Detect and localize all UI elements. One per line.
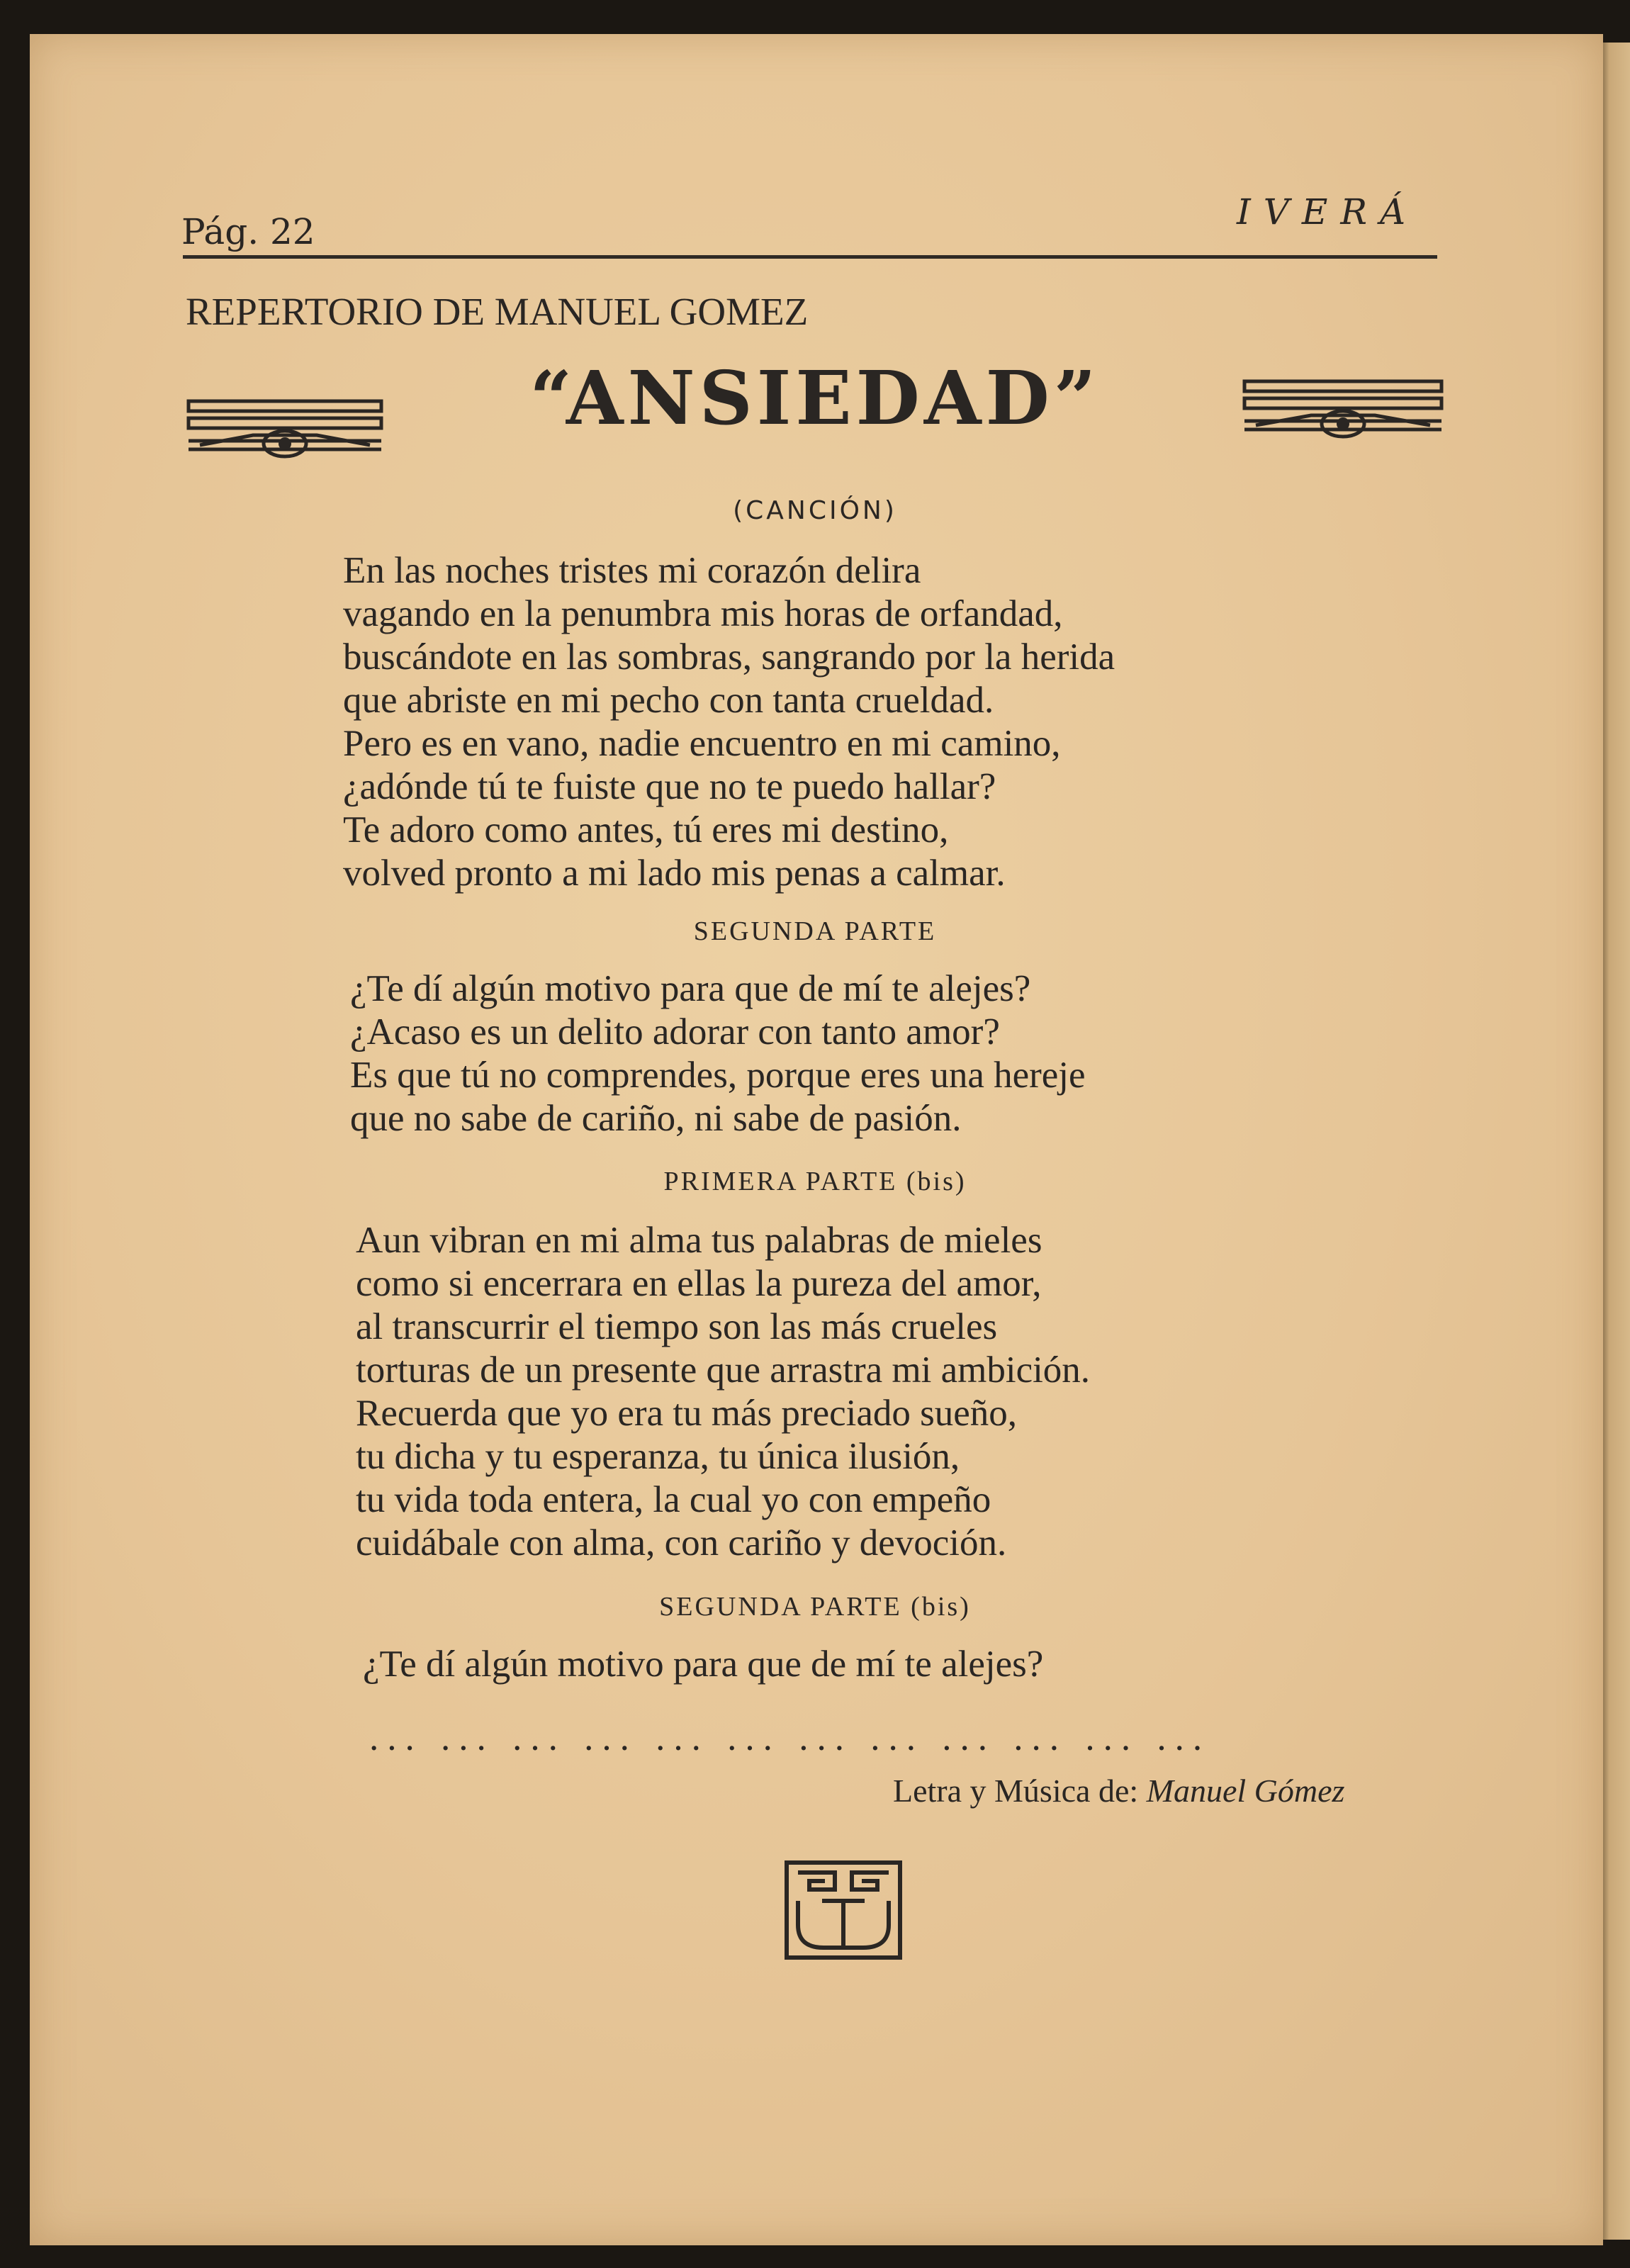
lyric-line: torturas de un presente que arrastra mi ambición. (356, 1349, 1091, 1391)
credit-author: Manuel Gómez (1146, 1773, 1345, 1809)
lyric-line: vagando en la penumbra mis horas de orfandad, (343, 593, 1063, 634)
stanza-1 (343, 549, 1115, 895)
lyric-line: volved pronto a mi lado mis penas a calmar. (343, 853, 1006, 894)
lyric-line: al transcurrir el tiempo son las más crueles (356, 1306, 998, 1347)
section-heading: SEGUNDA PARTE (693, 916, 937, 946)
lyric-line: Pero es en vano, nadie encuentro en mi camino, (343, 723, 1061, 764)
page-number: Pág. 22 (181, 211, 315, 252)
stanza-3 (356, 1219, 1090, 1565)
credit-line (893, 1772, 1344, 1809)
lyric-line: tu vida toda entera, la cual yo con empeño (356, 1479, 991, 1520)
repertoire-heading: REPERTORIO DE MANUEL GOMEZ (186, 290, 809, 333)
ellipsis-line: ... ... ... ... ... ... ... ... ... ... ... ... (369, 1719, 1210, 1758)
lyric-line: cuidábale con alma, con cariño y devoción. (356, 1522, 1007, 1564)
lyric-line: Recuerda que yo era tu más preciado sueño, (356, 1393, 1018, 1434)
lyric-line: ¿Te dí algún motivo para que de mí te alejes? (363, 1644, 1044, 1685)
lyric-line: Es que tú no comprendes, porque eres una hereje (350, 1055, 1086, 1096)
credit-label: Letra y Música de: (893, 1773, 1139, 1809)
magazine-name: IVERÁ (1237, 191, 1419, 232)
song-genre: (CANCIÓN) (733, 496, 897, 525)
section-heading: PRIMERA PARTE (bis) (663, 1167, 967, 1196)
header-rule (183, 255, 1437, 259)
lyric-line: buscándote en las sombras, sangrando por la herida (343, 636, 1115, 678)
right-ornament (1242, 377, 1444, 441)
lyric-line: ¿adónde tú te fuiste que no te puedo hallar? (343, 766, 996, 807)
lyric-line: ¿Te dí algún motivo para que de mí te alejes? (350, 968, 1031, 1009)
lyric-line: Aun vibran en mi alma tus palabras de mieles (356, 1220, 1042, 1261)
stanza-4 (363, 1643, 1043, 1686)
lyric-line: ¿Acaso es un delito adorar con tanto amor? (350, 1011, 1000, 1052)
lyric-line: que abriste en mi pecho con tanta crueldad. (343, 680, 994, 721)
printer-emblem-icon (780, 1857, 907, 1963)
lyric-line: como si encerrara en ellas la pureza del amor, (356, 1263, 1042, 1304)
stanza-2 (350, 967, 1086, 1140)
lyric-line: tu dicha y tu esperanza, tu única ilusión, (356, 1436, 960, 1477)
left-ornament (186, 397, 384, 461)
song-title: “ANSIEDAD” (529, 354, 1101, 442)
lyric-line: que no sabe de cariño, ni sabe de pasión. (350, 1098, 962, 1139)
section-heading: SEGUNDA PARTE (bis) (659, 1592, 971, 1622)
lyric-line: Te adoro como antes, tú eres mi destino, (343, 809, 949, 850)
lyric-line: En las noches tristes mi corazón delira (343, 550, 921, 591)
